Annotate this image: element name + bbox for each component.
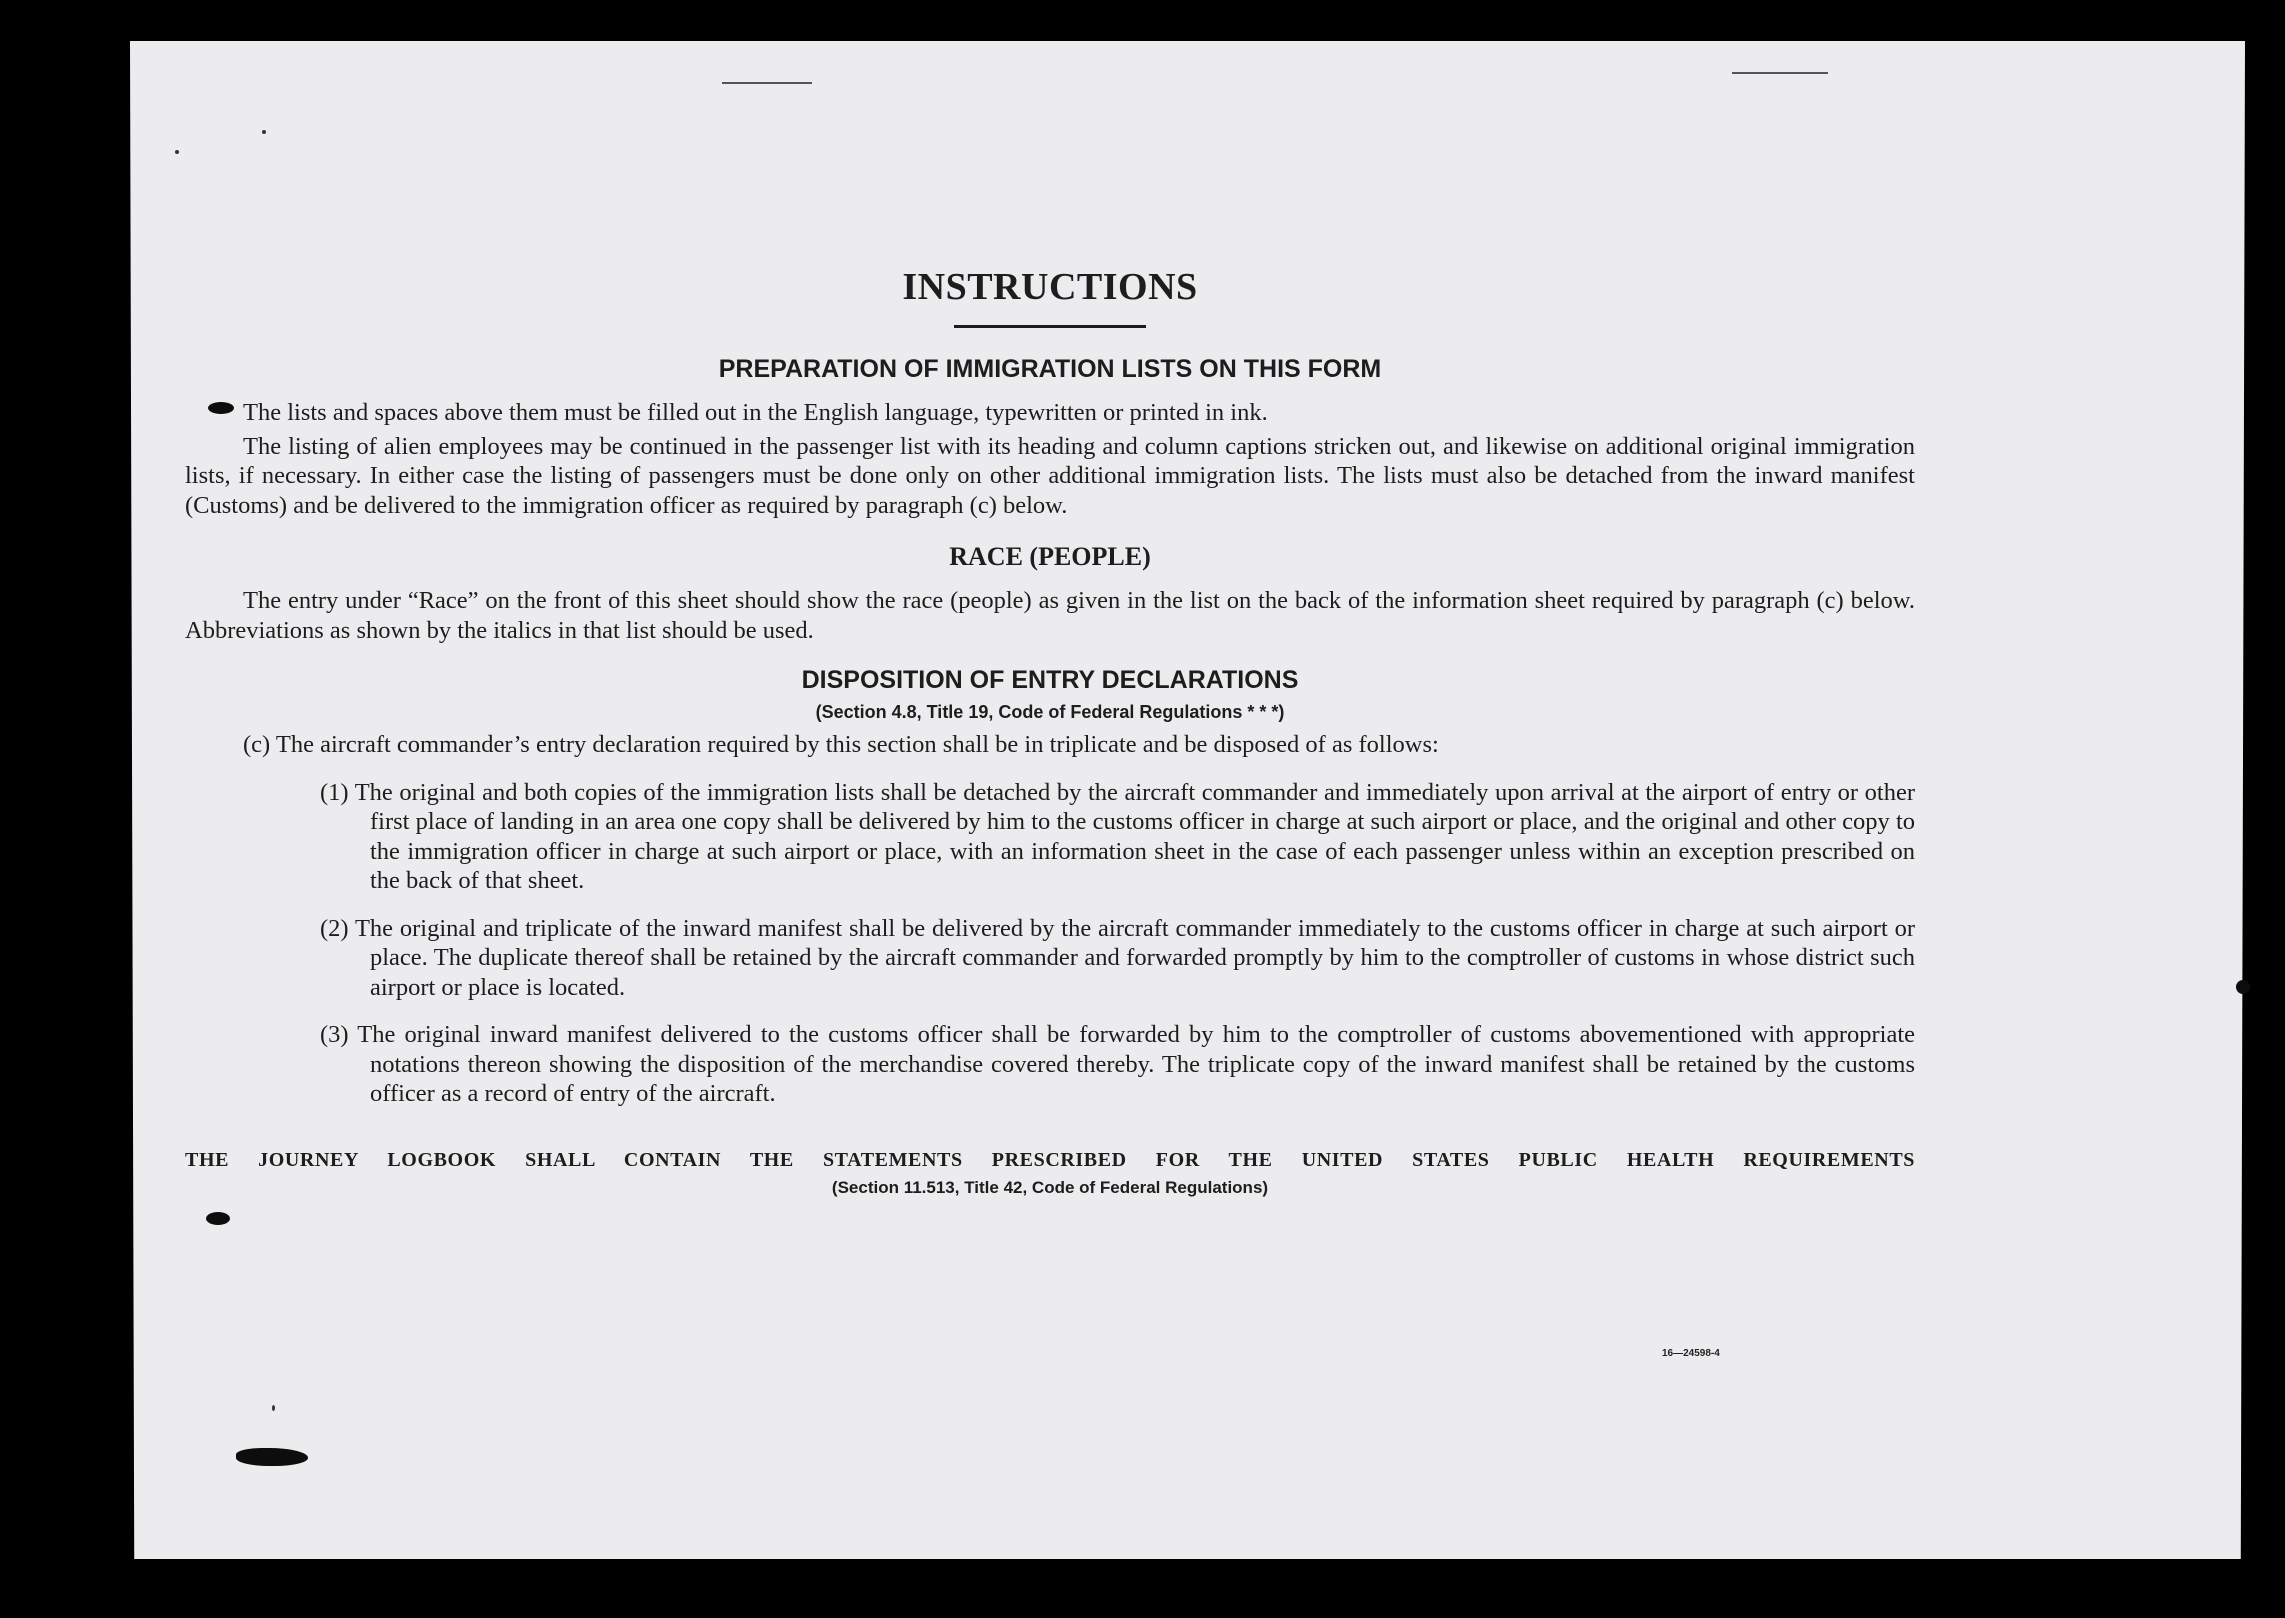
speck	[272, 1405, 275, 1411]
page-title: INSTRUCTIONS	[902, 266, 1198, 308]
footer-citation: (Section 11.513, Title 42, Code of Federal Regulations)	[831, 1177, 1269, 1197]
list-item: (3) The original inward manifest delivered to the customs officer shall be forwarded by him to the comptroller of customs abovementioned with appropriate notations thereon showing the disposition of the merchandise covered thereby. The triplicate copy of the inward manifest shall be retained by the customs officer as a record of entry of the aircraft.	[320, 1021, 1915, 1107]
section-citation: (Section 4.8, Title 19, Code of Federal Regulations * * *)	[815, 702, 1285, 722]
paragraph: The listing of alien employees may be continued in the passenger list with its heading and column captions stricken out, and likewise on additional original immigration lists, if necessary. In either case the listing of passengers must be done only on other additional immigration lists. The lists must also be detached from the inward manifest (Customs) and be delivered to the immigration officer as required by paragraph (c) below.	[185, 432, 1915, 519]
section-heading-race: RACE (PEOPLE)	[949, 542, 1151, 571]
speck	[175, 150, 179, 154]
ink-blot	[206, 1212, 230, 1225]
instructions-content	[185, 215, 1915, 1199]
title-underline	[954, 325, 1146, 328]
section-heading-preparation: PREPARATION OF IMMIGRATION LISTS ON THIS FORM	[718, 355, 1382, 383]
ink-blot	[2236, 980, 2250, 994]
footer-statement: THE JOURNEY LOGBOOK SHALL CONTAIN THE STATEMENTS PRESCRIBED FOR THE UNITED STATES PUBLIC HEALTH REQUIREMENTS	[185, 1148, 1915, 1171]
form-number: 16—24598-4	[1662, 1348, 1720, 1359]
ink-blot	[236, 1448, 308, 1466]
speck	[262, 130, 266, 134]
list-item: (1) The original and both copies of the immigration lists shall be detached by the aircraft commander and immediately upon arrival at the airport of entry or other first place of landing in an area one copy shall be delivered by him to the customs officer in charge at such airport or place, and the original and other copy to the immigration officer in charge at such airport or place, with an information sheet in the case of each passenger unless within an exception prescribed on the back of that sheet.	[320, 778, 1915, 894]
list-item: (2) The original and triplicate of the inward manifest shall be delivered by the aircraft commander immediately to the customs officer in charge at such airport or place. The duplicate thereof shall be retained by the aircraft commander and forwarded promptly by him to the comptroller of customs in whose district such airport or place is located.	[320, 914, 1915, 1001]
section-heading-disposition: DISPOSITION OF ENTRY DECLARATIONS	[801, 666, 1299, 694]
paragraph: The entry under “Race” on the front of this sheet should show the race (people) as given in the list on the back of the information sheet required by paragraph (c) below. Abbreviations as shown by the italics in that list should be used.	[185, 587, 1915, 644]
edge-mark	[722, 82, 812, 84]
edge-mark	[1732, 72, 1828, 74]
paragraph-c-intro: (c) The aircraft commander’s entry declaration required by this section shall be in triplicate and be disposed of as follows:	[243, 731, 1439, 758]
paragraph: The lists and spaces above them must be filled out in the English language, typewritten or printed in ink.	[243, 399, 1268, 426]
